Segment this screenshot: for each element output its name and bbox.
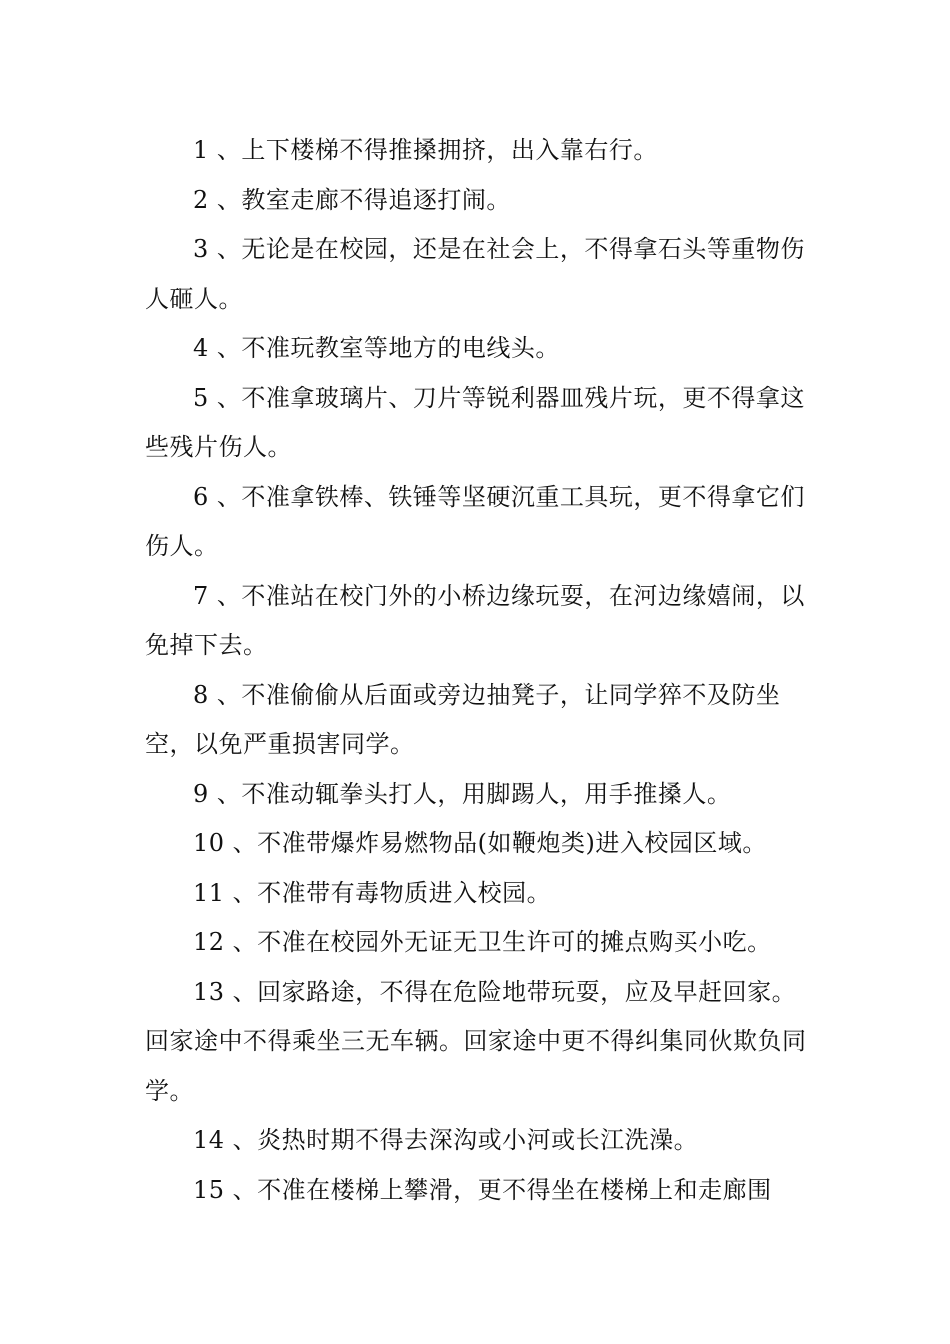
rule-item-14: 14 、炎热时期不得去深沟或小河或长江洗澡。 <box>193 1126 699 1154</box>
rule-item-13: 13 、回家路途，不得在危险地带玩耍，应及早赶回家。回家途中不得乘坐三无车辆。回家途中更不得纠集同伙欺负同学。 <box>145 977 807 1105</box>
rule-item-7: 7 、不准站在校门外的小桥边缘玩耍，在河边缘嬉闹，以免掉下去。 <box>145 581 805 659</box>
rule-item-5: 5 、不准拿玻璃片、刀片等锐利器皿残片玩，更不得拿这些残片伤人。 <box>145 383 805 461</box>
rule-item-15: 15 、不准在楼梯上攀滑，更不得坐在楼梯上和走廊围 <box>193 1175 772 1204</box>
rule-item-8: 8 、不准偷偷从后面或旁边抽凳子，让同学猝不及防坐空，以免严重损害同学。 <box>145 680 781 758</box>
rule-item-1: 1 、上下楼梯不得推搡拥挤，出入靠右行。 <box>193 136 658 164</box>
rule-item-4: 4 、不准玩教室等地方的电线头。 <box>193 334 560 362</box>
rule-item-12: 12 、不准在校园外无证无卫生许可的摊点购买小吃。 <box>193 928 772 956</box>
rule-item-10: 10 、不准带爆炸易燃物品(如鞭炮类)进入校园区域。 <box>193 829 767 857</box>
rule-item-3: 3 、无论是在校园，还是在社会上，不得拿石头等重物伤人砸人。 <box>145 235 805 313</box>
rule-item-6: 6 、不准拿铁棒、铁锤等坚硬沉重工具玩，更不得拿它们伤人。 <box>145 482 805 560</box>
rule-item-11: 11 、不准带有毒物质进入校园。 <box>193 878 552 907</box>
rules-list <box>145 126 810 1215</box>
rule-item-9: 9 、不准动辄拳头打人，用脚踢人，用手推搡人。 <box>193 779 732 808</box>
rule-item-2: 2 、教室走廊不得追逐打闹。 <box>193 185 511 214</box>
